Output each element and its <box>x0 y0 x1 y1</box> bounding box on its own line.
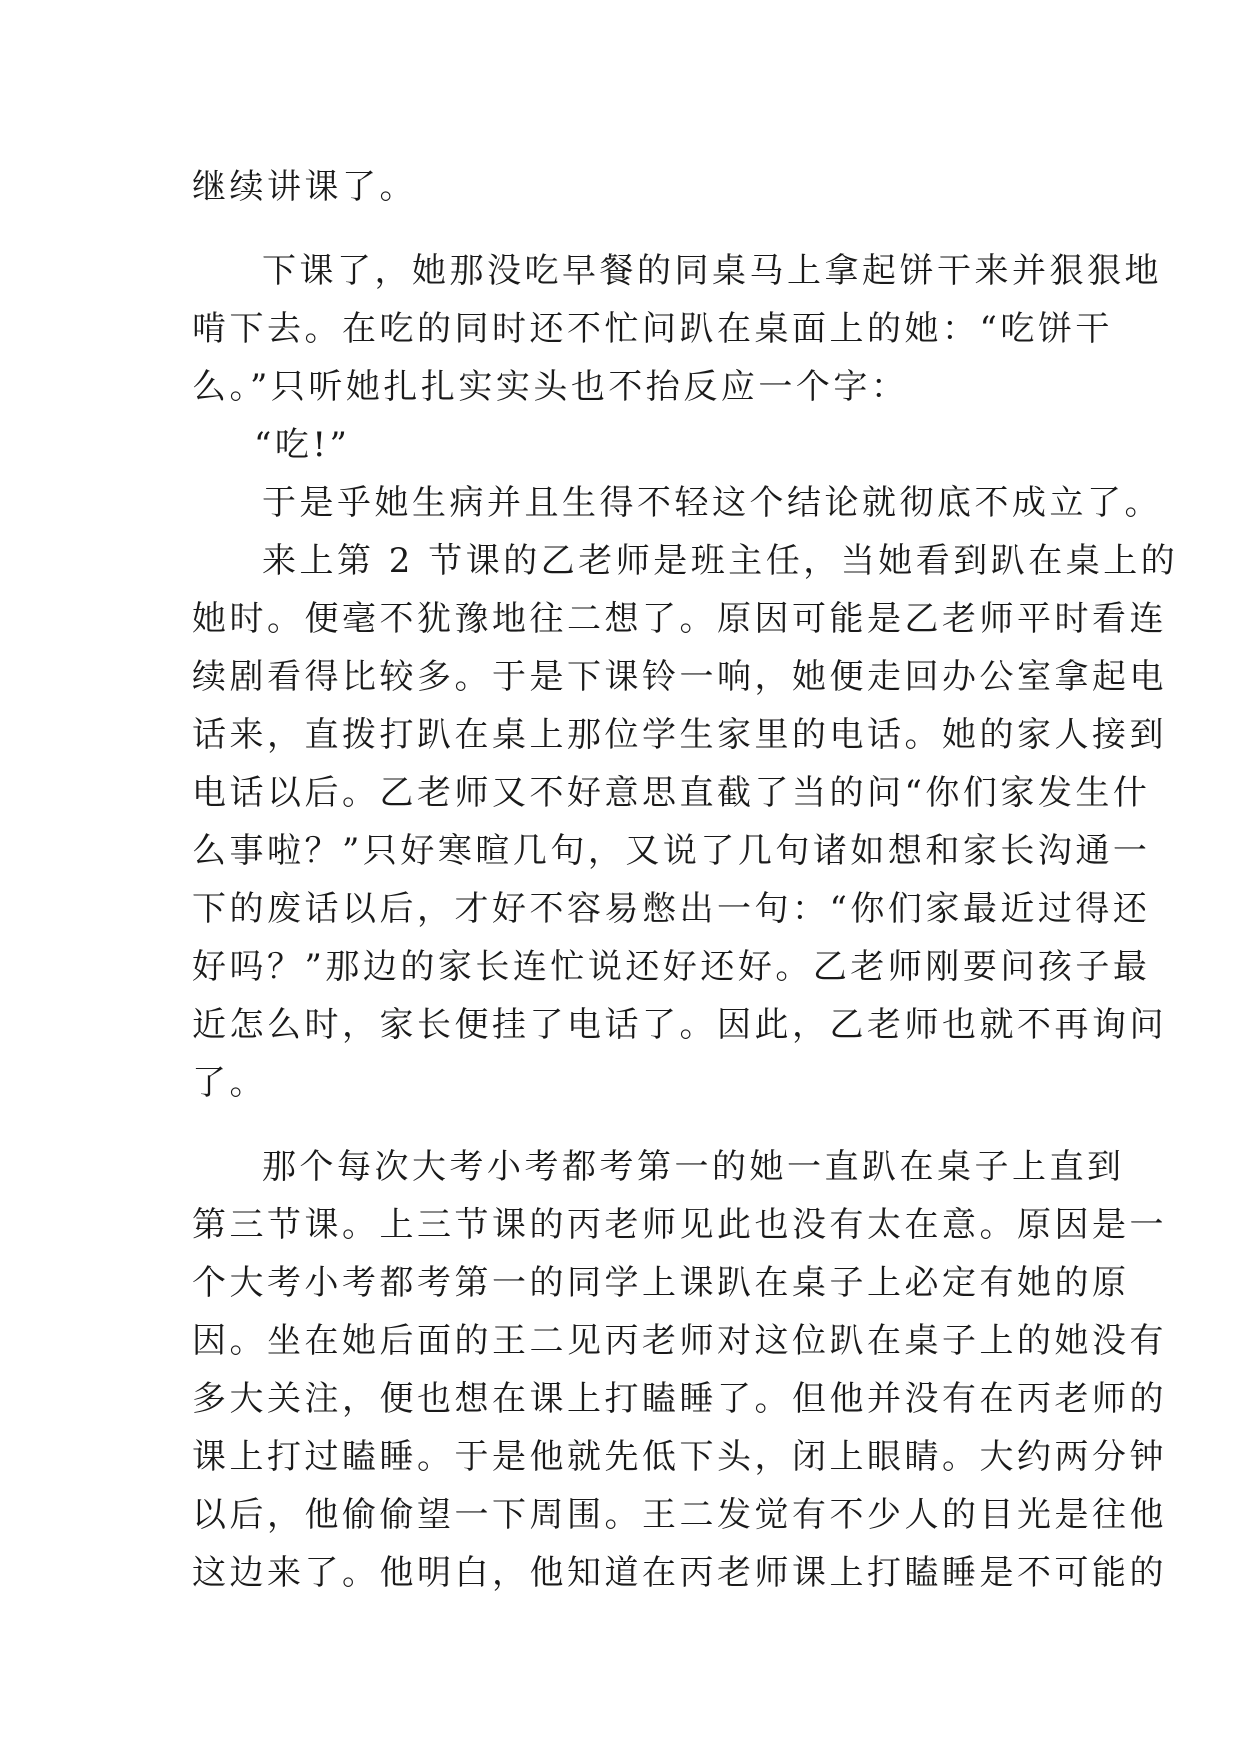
text-line-22: 课上打过瞌睡。于是他就先低下头，闭上眼睛。大约两分钟 <box>192 1437 1167 1477</box>
text-line-7: 来上第 2 节课的乙老师是班主任，当她看到趴在桌上的 <box>262 541 1179 581</box>
text-line-12: 么事啦？”只好寒暄几句，又说了几句诸如想和家长沟通一 <box>192 831 1151 871</box>
text-line-23: 以后，他偷偷望一下周围。王二发觉有不少人的目光是往他 <box>192 1495 1167 1535</box>
text-line-11: 电话以后。乙老师又不好意思直截了当的问“你们家发生什 <box>192 773 1151 813</box>
body-text <box>192 158 1179 1602</box>
text-line-20: 因。坐在她后面的王二见丙老师对这位趴在桌子上的她没有 <box>192 1321 1167 1361</box>
text-line-3: 啃下去。在吃的同时还不忙问趴在桌面上的她：“吃饼干 <box>192 309 1113 349</box>
text-line-13: 下的废话以后，才好不容易憋出一句：“你们家最近过得还 <box>192 889 1151 929</box>
text-line-17: 那个每次大考小考都考第一的她一直趴在桌子上直到 <box>262 1147 1125 1187</box>
text-line-8: 她时。便毫不犹豫地往二想了。原因可能是乙老师平时看连 <box>192 599 1167 639</box>
text-line-15: 近怎么时，家长便挂了电话了。因此，乙老师也就不再询问 <box>192 1005 1167 1045</box>
paragraph-gap <box>192 216 1072 242</box>
text-line-24: 这边来了。他明白，他知道在丙老师课上打瞌睡是不可能的 <box>192 1553 1167 1593</box>
text-line-9: 续剧看得比较多。于是下课铃一响，她便走回办公室拿起电 <box>192 657 1167 697</box>
text-line-19: 个大考小考都考第一的同学上课趴在桌子上必定有她的原 <box>192 1263 1130 1303</box>
text-line-18: 第三节课。上三节课的丙老师见此也没有太在意。原因是一 <box>192 1205 1167 1245</box>
text-line-21: 多大关注，便也想在课上打瞌睡了。但他并没有在丙老师的 <box>192 1379 1167 1419</box>
text-line-16: 了。 <box>192 1063 267 1103</box>
paragraph-gap <box>192 1112 1072 1138</box>
text-line-2: 下课了，她那没吃早餐的同桌马上拿起饼干来并狠狠地 <box>262 251 1162 291</box>
text-line-10: 话来，直拨打趴在桌上那位学生家里的电话。她的家人接到 <box>192 715 1167 755</box>
text-line-5: “吃!” <box>254 425 351 465</box>
text-line-4: 么。”只听她扎扎实实头也不抬反应一个字： <box>192 367 909 407</box>
text-line-14: 好吗？”那边的家长连忙说还好还好。乙老师刚要问孩子最 <box>192 947 1151 987</box>
text-line-6: 于是乎她生病并且生得不轻这个结论就彻底不成立了。 <box>262 483 1162 523</box>
text-line-1: 继续讲课了。 <box>192 167 417 207</box>
